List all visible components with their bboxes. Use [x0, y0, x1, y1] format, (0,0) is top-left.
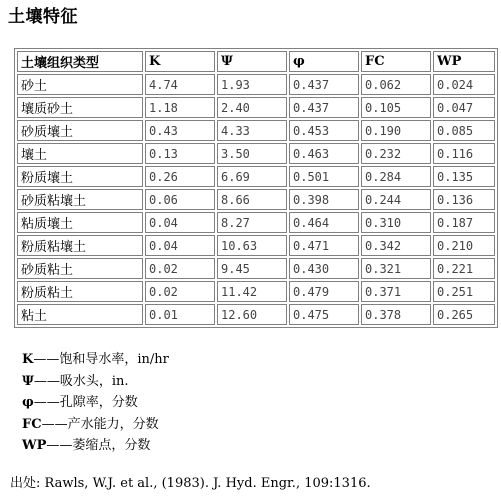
- cell-soil-type: 壤质砂土: [17, 97, 143, 118]
- cell-k-value: 0.02: [145, 281, 215, 302]
- legend-symbol: K: [22, 352, 34, 367]
- page-title: 土壤特征: [8, 7, 78, 27]
- cell-k-value: 1.18: [145, 97, 215, 118]
- cell-psi-value: 2.40: [217, 97, 287, 118]
- cell-fc-value: 0.062: [361, 74, 431, 95]
- legend-text: ——产水能力，分数: [41, 416, 159, 432]
- header-fc: FC: [361, 51, 431, 72]
- cell-k-value: 0.26: [145, 166, 215, 187]
- legend-item-fc: [22, 414, 169, 436]
- cell-k-value: 4.74: [145, 74, 215, 95]
- header-phi: φ: [289, 51, 359, 72]
- cell-soil-type: 粉质粘土: [17, 281, 143, 302]
- cell-wp-value: 0.024: [433, 74, 495, 95]
- table-row: [17, 281, 495, 302]
- cell-psi-value: 10.63: [217, 235, 287, 256]
- table-row: [17, 304, 495, 325]
- table-row: [17, 166, 495, 187]
- soil-table-container: [14, 48, 498, 328]
- legend-text: ——孔隙率，分数: [33, 395, 138, 410]
- cell-k-value: 0.06: [145, 189, 215, 210]
- cell-wp-value: 0.047: [433, 97, 495, 118]
- cell-fc-value: 0.232: [361, 143, 431, 164]
- cell-fc-value: 0.371: [361, 281, 431, 302]
- cell-wp-value: 0.221: [433, 258, 495, 279]
- cell-fc-value: 0.310: [361, 212, 431, 233]
- cell-soil-type: 粘质壤土: [17, 212, 143, 233]
- cell-fc-value: 0.190: [361, 120, 431, 141]
- table-header-row: [17, 51, 495, 72]
- table-row: [17, 143, 495, 164]
- table-row: [17, 258, 495, 279]
- cell-phi-value: 0.398: [289, 189, 359, 210]
- legend-text: ——萎缩点，分数: [46, 438, 151, 453]
- cell-soil-type: 砂质粘壤土: [17, 189, 143, 210]
- cell-psi-value: 11.42: [217, 281, 287, 302]
- legend: [22, 349, 169, 457]
- legend-symbol: FC: [22, 416, 42, 432]
- cell-fc-value: 0.342: [361, 235, 431, 256]
- cell-soil-type: 砂质粘土: [17, 258, 143, 279]
- legend-text: ——吸水头，in.: [33, 373, 129, 389]
- cell-fc-value: 0.284: [361, 166, 431, 187]
- header-soil-type: 土壤组织类型: [17, 51, 143, 72]
- cell-phi-value: 0.453: [289, 120, 359, 141]
- cell-k-value: 0.43: [145, 120, 215, 141]
- cell-phi-value: 0.464: [289, 212, 359, 233]
- cell-soil-type: 砂土: [17, 74, 143, 95]
- cell-phi-value: 0.471: [289, 235, 359, 256]
- cell-k-value: 0.04: [145, 212, 215, 233]
- cell-wp-value: 0.187: [433, 212, 495, 233]
- cell-wp-value: 0.265: [433, 304, 495, 325]
- cell-wp-value: 0.251: [433, 281, 495, 302]
- legend-text: ——饱和导水率，in/hr: [33, 352, 169, 367]
- cell-phi-value: 0.437: [289, 97, 359, 118]
- legend-item-k: [22, 349, 169, 371]
- table-row: [17, 74, 495, 95]
- cell-psi-value: 9.45: [217, 258, 287, 279]
- cell-phi-value: 0.463: [289, 143, 359, 164]
- cell-soil-type: 粘土: [17, 304, 143, 325]
- cell-k-value: 0.13: [145, 143, 215, 164]
- header-wp: WP: [433, 51, 495, 72]
- cell-phi-value: 0.501: [289, 166, 359, 187]
- source-citation: 出处: Rawls, W.J. et al., (1983). J. Hyd. Engr., 109:1316.: [10, 476, 371, 491]
- cell-phi-value: 0.430: [289, 258, 359, 279]
- legend-symbol: φ: [22, 395, 34, 410]
- cell-soil-type: 粉质粘壤土: [17, 235, 143, 256]
- legend-symbol: WP: [22, 438, 47, 453]
- legend-item-phi: [22, 392, 169, 414]
- header-k: K: [145, 51, 215, 72]
- cell-wp-value: 0.210: [433, 235, 495, 256]
- cell-soil-type: 壤土: [17, 143, 143, 164]
- cell-fc-value: 0.244: [361, 189, 431, 210]
- cell-psi-value: 6.69: [217, 166, 287, 187]
- cell-psi-value: 8.66: [217, 189, 287, 210]
- cell-k-value: 0.04: [145, 235, 215, 256]
- soil-properties-table: [14, 48, 498, 328]
- table-row: [17, 189, 495, 210]
- cell-psi-value: 4.33: [217, 120, 287, 141]
- legend-item-psi: [22, 371, 169, 393]
- cell-fc-value: 0.378: [361, 304, 431, 325]
- legend-item-wp: [22, 435, 169, 457]
- cell-wp-value: 0.085: [433, 120, 495, 141]
- cell-wp-value: 0.136: [433, 189, 495, 210]
- cell-k-value: 0.02: [145, 258, 215, 279]
- cell-k-value: 0.01: [145, 304, 215, 325]
- cell-fc-value: 0.105: [361, 97, 431, 118]
- cell-soil-type: 砂质壤土: [17, 120, 143, 141]
- cell-psi-value: 8.27: [217, 212, 287, 233]
- table-row: [17, 97, 495, 118]
- cell-psi-value: 1.93: [217, 74, 287, 95]
- table-row: [17, 212, 495, 233]
- cell-phi-value: 0.475: [289, 304, 359, 325]
- cell-phi-value: 0.437: [289, 74, 359, 95]
- cell-psi-value: 3.50: [217, 143, 287, 164]
- cell-wp-value: 0.116: [433, 143, 495, 164]
- cell-soil-type: 粉质壤土: [17, 166, 143, 187]
- table-row: [17, 120, 495, 141]
- header-psi: Ψ: [217, 51, 287, 72]
- cell-psi-value: 12.60: [217, 304, 287, 325]
- cell-wp-value: 0.135: [433, 166, 495, 187]
- cell-fc-value: 0.321: [361, 258, 431, 279]
- legend-symbol: Ψ: [22, 373, 34, 389]
- table-row: [17, 235, 495, 256]
- cell-phi-value: 0.479: [289, 281, 359, 302]
